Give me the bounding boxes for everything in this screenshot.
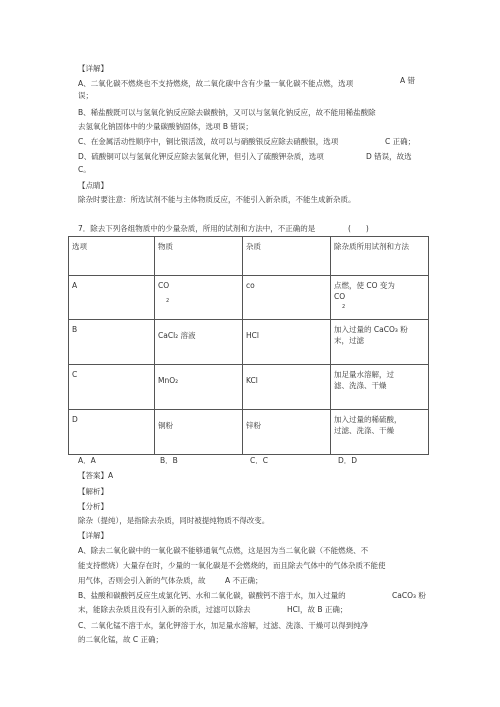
row-d-substance: 铜粉 [155, 410, 243, 455]
answer-c-line1: C、二氧化锰不溶于水，氯化钾溶于水，加足量水溶解，过滤、洗涤、干燥可以得到纯净 [78, 621, 369, 630]
explanation-d-line2: C。 [78, 165, 91, 174]
answer-detail-header: 【详解】 [78, 531, 108, 540]
row-a-method [331, 276, 429, 320]
explanation-c-right: C 正确； [385, 137, 416, 146]
explanation-b-line1: B、稀盐酸既可以与氢氧化钠反应除去碳酸钠，又可以与氢氧化钠反应，故不能用稀盐酸除 [78, 108, 376, 117]
row-b-method [331, 320, 429, 365]
table-row [69, 410, 429, 455]
answer-line: 【答案】A [78, 471, 114, 480]
row-a-substance [155, 276, 243, 320]
row-a-impurity: co [243, 276, 331, 320]
header-impurity: 杂质 [243, 237, 331, 276]
row-b-method-line1: 加入过量的 CaCO₃ 粉 [334, 325, 408, 334]
answer-a-line3: 用气体，否则会引入新的气体杂质，故 [78, 576, 206, 585]
choice-a[interactable]: A．A [78, 456, 96, 465]
row-d-option: D [69, 410, 155, 455]
answer-a-line2: 能支持燃烧）大量存在时，少量的一氧化碳是不会燃烧的，而且除去气体中的气体杂质不能使 [78, 561, 386, 570]
row-c-method [331, 365, 429, 410]
tip-header: 【点睛】 [78, 181, 108, 190]
row-c-substance: MnO₂ [155, 365, 243, 410]
header-substance: 物质 [155, 237, 243, 276]
fenxi-header: 【分析】 [78, 502, 108, 511]
row-b-option: B [69, 320, 155, 365]
explanation-a-line1: A、二氧化碳不燃烧也不支持燃烧，故二氧化碳中含有少量一氧化碳不能点燃，选项 [78, 79, 354, 88]
row-d-impurity: 锌粉 [243, 410, 331, 455]
explanation-d-right: D 错误，故选 [366, 152, 412, 161]
question-stem: 7．除去下列各组物质中的少量杂质，所用的试剂和方法中，不正确的是 [78, 224, 316, 233]
row-b-substance: CaCl₂ 溶液 [155, 320, 243, 365]
row-a-substance-subscript: 2 [166, 298, 170, 304]
answer-b-right: CaCO₃ 粉 [392, 591, 426, 600]
explanation-a-right: A 错 [400, 76, 416, 85]
choice-b[interactable]: B．B [160, 456, 178, 465]
tip-text: 除杂时要注意：所选试剂不能与主体物质反应，不能引入新杂质，不能生成新杂质。 [78, 195, 356, 204]
row-c-method-line1: 加足量水溶解，过 [334, 370, 394, 379]
choice-d[interactable]: D．D [338, 456, 358, 465]
row-d-method-line1: 加入过量的稀硫酸， [334, 415, 402, 424]
detail-header: 【详解】 [78, 64, 108, 73]
answer-b-line2: 末，能除去杂质且没有引入新的杂质，过滤可以除去 [78, 605, 251, 614]
explanation-a-line2: 误； [78, 91, 93, 100]
row-a-method-line2: CO [334, 292, 346, 301]
explanation-c-line1: C、在金属活动性顺序中，铜比银活泼，故可以与硝酸银反应除去硝酸银，选项 [78, 137, 339, 146]
answer-a-right: A 不正确； [225, 576, 263, 585]
explanation-b-line2: 去氢氧化钠固体中的少量碳酸钠固体，选项 B 错误； [78, 122, 253, 131]
row-b-method-line2: 末，过滤 [334, 336, 364, 345]
answer-c-line2: 的二氧化锰，故 C 正确； [78, 635, 164, 644]
row-b-impurity: HCl [243, 320, 331, 365]
options-table [68, 236, 429, 455]
row-a-method-subscript: 2 [342, 304, 346, 310]
table-row [69, 365, 429, 410]
header-option: 选项 [69, 237, 155, 276]
table-row [69, 320, 429, 365]
row-d-method-line2: 过滤、洗涤、干燥 [334, 426, 394, 435]
answer-b-mid: HCl，故 B 正确； [287, 605, 348, 614]
row-c-option: C [69, 365, 155, 410]
header-method: 除杂质所用试剂和方法 [331, 237, 429, 276]
row-d-method [331, 410, 429, 455]
row-a-substance-text: CO [158, 281, 170, 290]
answer-b-line1: B、盐酸和碳酸钙反应生成氯化钙、水和二氧化碳，碳酸钙不溶于水，加入过量的 [78, 591, 346, 600]
row-c-method-line2: 滤、洗涤、干燥 [334, 381, 387, 390]
choice-c[interactable]: C．C [250, 456, 268, 465]
table-row [69, 276, 429, 320]
fenxi-text: 除杂（提纯），是指除去杂质，同时被提纯物质不得改变。 [78, 516, 270, 525]
analysis-header: 【解析】 [78, 487, 108, 496]
table-header-row [69, 237, 429, 276]
answer-a-line1: A、除去二氧化碳中的一氧化碳不能够通氧气点燃，这是因为当二氧化碳（不能燃烧、不 [78, 546, 369, 555]
row-a-method-line1: 点燃，使 CO 变为 [334, 281, 395, 290]
row-a-option: A [69, 276, 155, 320]
explanation-d-line1: D、硫酸铜可以与氢氧化钾反应除去氢氧化钾，但引入了硫酸钾杂质，选项 [78, 152, 324, 161]
row-c-impurity: KCl [243, 365, 331, 410]
question-paren: ( ) [348, 224, 369, 233]
